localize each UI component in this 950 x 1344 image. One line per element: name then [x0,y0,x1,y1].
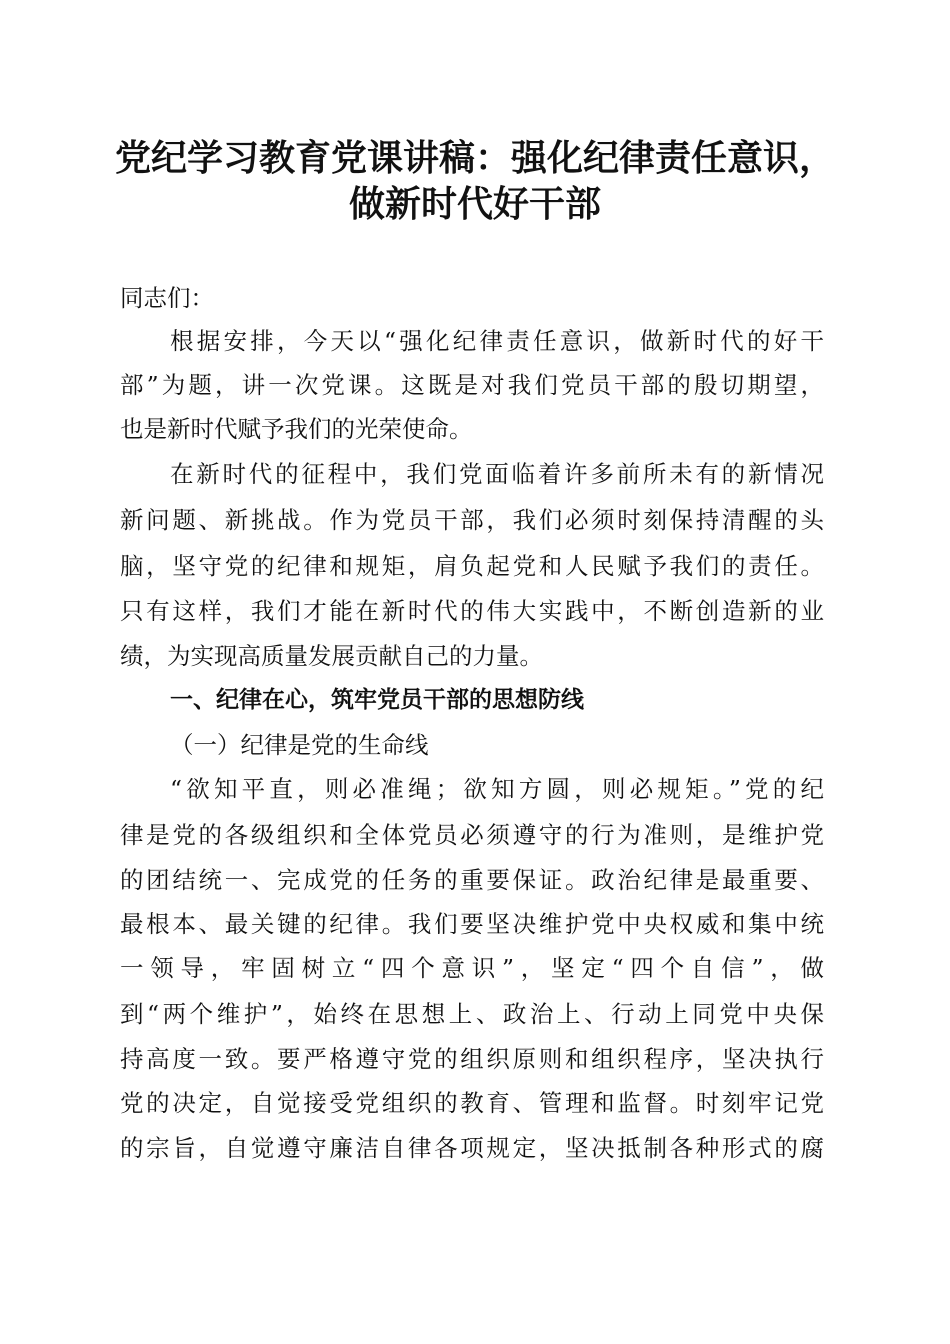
paragraph-2-line: 脑，坚守党的纪律和规矩，肩负起党和人民赋予我们的责任。 [120,552,824,580]
paragraph-3-line: 律是党的各级组织和全体党员必须遵守的行为准则，是维护党 [120,821,824,849]
paragraph-3-line: 的团结统一、完成党的任务的重要保证。政治纪律是最重要、 [120,866,824,894]
paragraph-1-line: 也是新时代赋予我们的光荣使命。 [120,415,473,443]
paragraph-3-line: 最根本、最关键的纪律。我们要坚决维护党中央权威和集中统 [120,910,824,938]
paragraph-2-line: 绩，为实现高质量发展贡献自己的力量。 [120,642,543,670]
paragraph-2-line: 只有这样，我们才能在新时代的伟大实践中，不断创造新的业 [120,597,824,625]
paragraph-3-line: 一领导，牢固树立“四个意识”，坚定“四个自信”，做 [120,954,824,982]
document-title-line-1: 党纪学习教育党课讲稿：强化纪律责任意识， [114,137,835,179]
paragraph-1-line: 部”为题，讲一次党课。这既是对我们党员干部的殷切期望， [120,371,824,399]
document-title-line-2: 做新时代好干部 [348,183,601,225]
paragraph-3-line: “欲知平直，则必准绳；欲知方圆，则必规矩。”党的纪 [170,775,824,803]
salutation: 同志们： [120,284,214,312]
paragraph-3-line: 的宗旨，自觉遵守廉洁自律各项规定，坚决抵制各种形式的腐 [120,1134,824,1162]
paragraph-3-line: 持高度一致。要严格遵守党的组织原则和组织程序，坚决执行 [120,1045,824,1073]
paragraph-1-line: 根据安排，今天以“强化纪律责任意识，做新时代的好干 [170,327,824,355]
section-heading-1: 一、纪律在心，筑牢党员干部的思想防线 [170,687,584,713]
paragraph-3-line: 到“两个维护”，始终在思想上、政治上、行动上同党中央保 [120,1000,824,1028]
paragraph-2-line: 在新时代的征程中，我们党面临着许多前所未有的新情况 [170,460,824,488]
section-heading-2: （一）纪律是党的生命线 [170,731,429,759]
paragraph-3-line: 党的决定，自觉接受党组织的教育、管理和监督。时刻牢记党 [120,1089,824,1117]
paragraph-2-line: 新问题、新挑战。作为党员干部，我们必须时刻保持清醒的头 [120,506,824,534]
